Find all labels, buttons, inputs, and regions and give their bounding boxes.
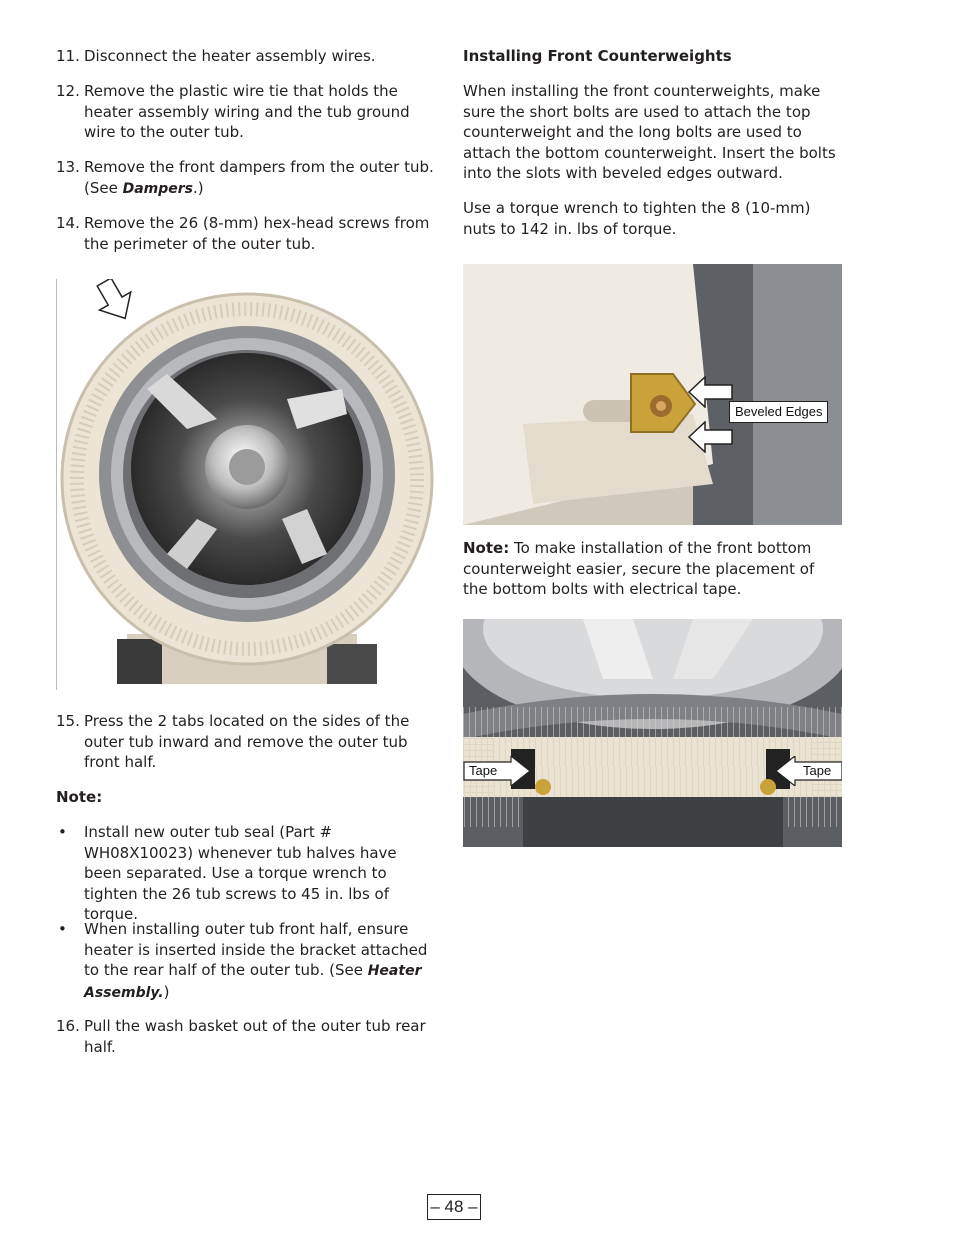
counterweight-photo	[463, 264, 842, 525]
arrow-left-icon	[688, 376, 733, 408]
beveled-edges-label: Beveled Edges	[729, 401, 828, 423]
step-11	[56, 46, 436, 67]
step-13	[56, 157, 436, 199]
step-number: 15.	[56, 712, 80, 730]
bullet-text: Install new outer tub seal (Part # WH08X10023) whenever tub halves have been separated. Use a torque wrench to tighten the 26 tub screws to 45 in. lbs of torque.	[84, 823, 397, 923]
section-heading: Installing Front Counterweights	[463, 47, 732, 65]
counterweight-instructions: When installing the front counterweights, make sure the short bolts are used to attach the top counterweight and the long bolts are used to attach the bottom counterweight. Insert the bolts into the slots with beveled edges outward.	[463, 82, 836, 182]
note-bullet-seal	[56, 822, 436, 925]
step-text	[84, 157, 436, 199]
step-14	[56, 213, 436, 254]
tape-left-label: Tape	[469, 763, 498, 778]
counterweight-illustration	[463, 264, 842, 525]
step-text: Pull the wash basket out of the outer tub rear half.	[84, 1017, 426, 1056]
step-text: Press the 2 tabs located on the sides of the outer tub inward and remove the outer tub front half.	[84, 712, 410, 771]
step-text: Remove the 26 (8-mm) hex-head screws from the perimeter of the outer tub.	[84, 214, 430, 253]
bullet-dot: •	[58, 920, 67, 938]
step-number: 12.	[56, 82, 80, 100]
outer-tub-illustration	[57, 279, 437, 690]
step-text-main: Remove the front dampers from the outer tub.	[84, 158, 434, 176]
step-number: 11.	[56, 47, 80, 65]
heater-assembly-reference-link[interactable]: Heater Assembly.	[84, 963, 422, 1001]
note-label: Note:	[463, 539, 510, 557]
step-text: Disconnect the heater assembly wires.	[84, 47, 376, 65]
step-12	[56, 81, 436, 143]
bullet-text-main: When installing outer tub front half, ensure heater is inserted inside the bracket attached to the rear half of the outer tub. (See	[84, 920, 428, 979]
note-bullet-heater	[56, 919, 436, 1003]
step-16	[56, 1016, 436, 1057]
step-number: 16.	[56, 1017, 80, 1035]
ref-suffix: .)	[193, 178, 204, 197]
step-number: 14.	[56, 214, 80, 232]
torque-instructions: Use a torque wrench to tighten the 8 (10-mm) nuts to 142 in. lbs of torque.	[463, 199, 811, 238]
note-paragraph	[463, 538, 843, 600]
note-heading: Note:	[56, 788, 103, 806]
step-15	[56, 711, 436, 773]
page-number: – 48 –	[427, 1194, 481, 1220]
bullet-dot: •	[58, 823, 67, 841]
step-text: Remove the plastic wire tie that holds the heater assembly wiring and the tub ground wire to the outer tub.	[84, 82, 410, 141]
ref-suffix: )	[163, 982, 170, 1001]
dampers-reference-link[interactable]: Dampers	[122, 180, 194, 197]
step-number: 13.	[56, 158, 80, 176]
outer-tub-photo	[56, 279, 437, 690]
tape-photo	[463, 619, 842, 847]
note-text: To make installation of the front bottom counterweight easier, secure the placement of the bottom bolts with electrical tape.	[463, 539, 815, 598]
tape-illustration	[463, 619, 842, 847]
arrow-left-icon	[688, 421, 733, 453]
bullet-text	[84, 919, 436, 1003]
tape-right-label: Tape	[803, 763, 832, 778]
ref-prefix: (See	[84, 178, 123, 197]
